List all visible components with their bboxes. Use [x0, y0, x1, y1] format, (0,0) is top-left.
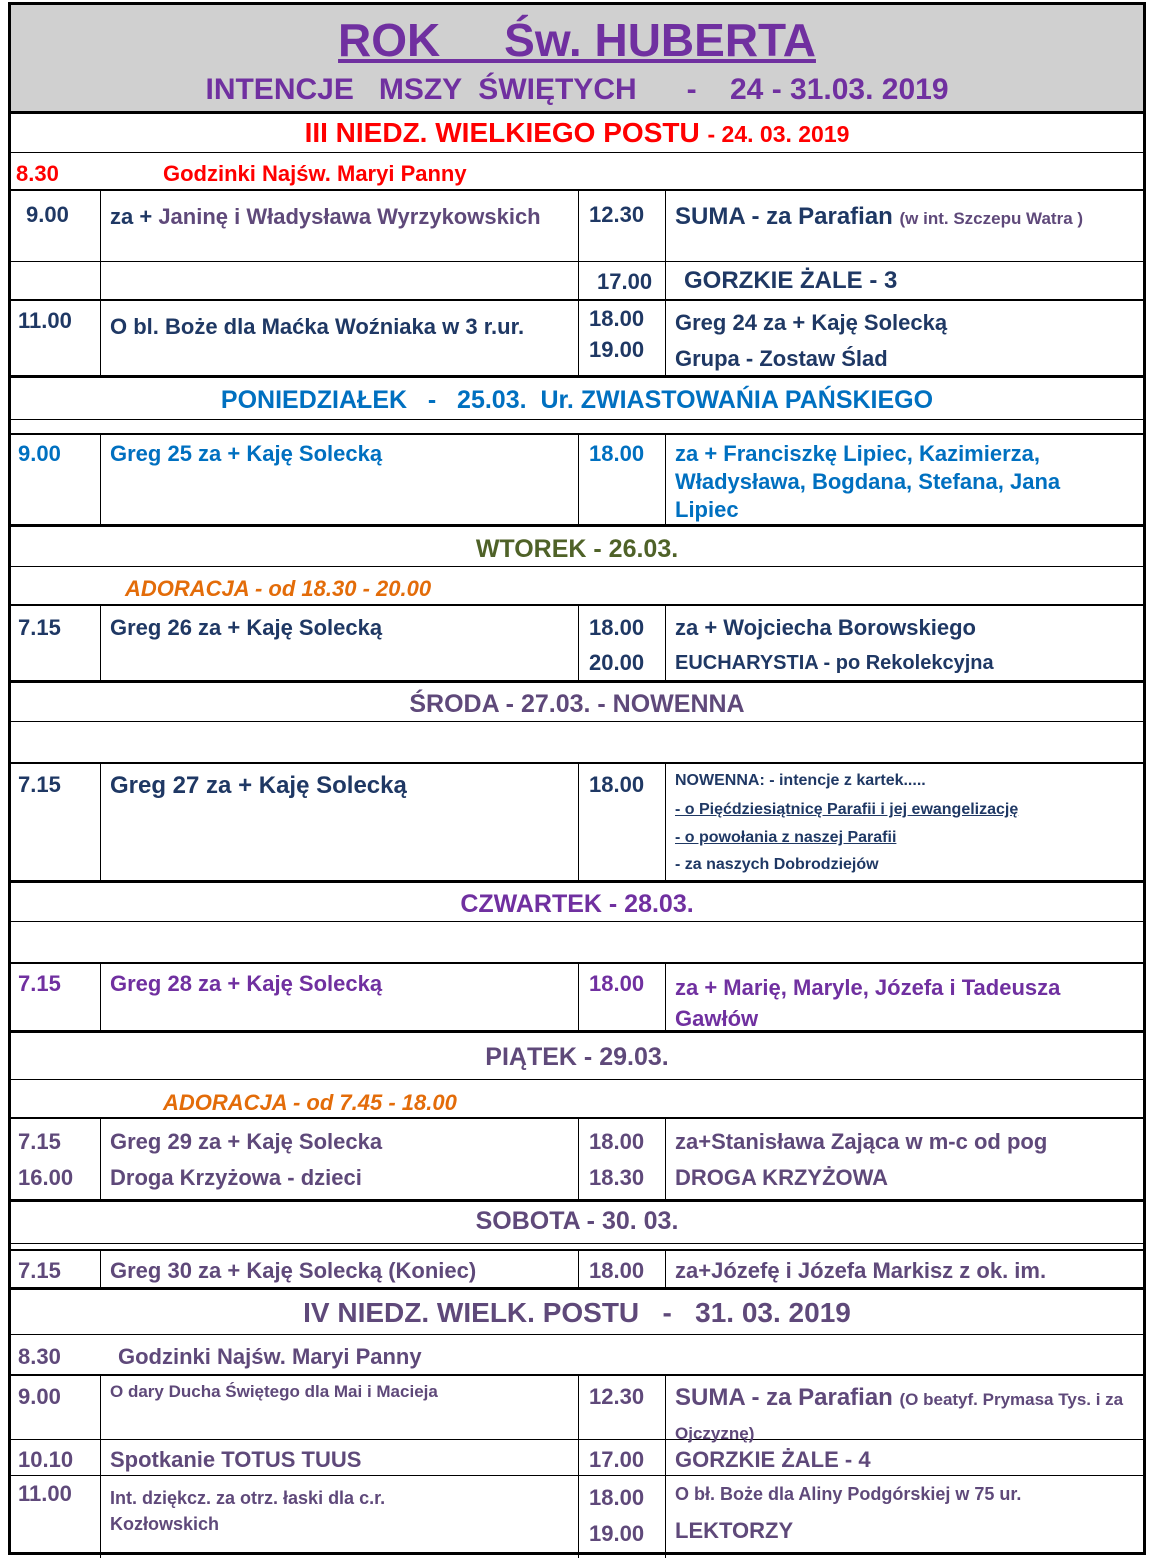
mass-time: 19.00: [589, 1521, 645, 1546]
mass-intention: Grupa - Zostaw Ślad: [675, 346, 888, 371]
novena-line: - o powołania z naszej Parafii: [675, 829, 897, 846]
page-subtitle: INTENCJE MSZY ŚWIĘTYCH - 24 - 31.03. 2019: [205, 73, 949, 106]
page-title: ROK Św. HUBERTA: [338, 14, 816, 66]
mass-time: 12.30: [589, 1384, 645, 1409]
mass-intention: DROGA KRZYŻOWA: [675, 1165, 889, 1190]
mass-time: 7.15: [18, 1129, 61, 1154]
sunday-2-note-time: 8.30: [18, 1344, 61, 1369]
mass-intention: LEKTORZY: [675, 1518, 794, 1543]
novena-line: NOWENNA: - intencje z kartek.....: [675, 772, 926, 789]
mass-time: 17.00: [597, 269, 653, 294]
mass-time: 18.30: [589, 1165, 645, 1190]
mass-time: 18.00: [589, 1485, 645, 1510]
mass-intention: SUMA - za Parafian (O beatyf. Prymasa Tys. i za Ojczyznę): [675, 1384, 1124, 1443]
mass-intention: Spotkanie TOTUS TUUS: [110, 1447, 362, 1472]
mass-time: 17.00: [589, 1447, 645, 1472]
sunday-2-heading: IV NIEDZ. WIELK. POSTU - 31. 03. 2019: [303, 1297, 851, 1328]
mass-intention: GORZKIE ŻALE - 3: [684, 267, 898, 294]
mass-time: 11.00: [18, 1481, 72, 1506]
mass-time: 9.00: [18, 1384, 61, 1409]
mass-time: 12.30: [589, 202, 645, 227]
mass-intention: Int. dziękcz. za otrz. łaski dla c.r. Kozłowskich: [110, 1488, 386, 1534]
mass-time: 20.00: [589, 650, 645, 675]
mass-intention: za + Marię, Maryle, Józefa i Tadeusza Gawłów: [675, 975, 1061, 1031]
mass-time: 18.00: [589, 971, 645, 996]
mass-intention: Greg 26 za + Kaję Solecką: [110, 615, 383, 640]
adoration-note: ADORACJA - od 7.45 - 18.00: [163, 1090, 457, 1115]
mass-intention: za + Wojciecha Borowskiego: [675, 615, 976, 640]
mass-intention: Greg 25 za + Kaję Solecką: [110, 441, 383, 466]
mass-intention: Greg 24 za + Kaję Solecką: [675, 310, 948, 335]
mass-intention: Droga Krzyżowa - dzieci: [110, 1165, 362, 1190]
friday-heading: PIĄTEK - 29.03.: [485, 1043, 669, 1071]
mass-intention: O bł. Boże dla Aliny Podgórskiej w 75 ur.: [675, 1484, 1022, 1504]
wednesday-heading: ŚRODA - 27.03. - NOWENNA: [409, 690, 745, 718]
mass-intention: Greg 28 za + Kaję Solecką: [110, 971, 383, 996]
tuesday-heading: WTOREK - 26.03.: [475, 535, 679, 563]
mass-intention: SUMA - za Parafian (w int. Szczepu Watra ): [675, 203, 1084, 230]
mass-time: 18.00: [589, 1129, 645, 1154]
mass-intention: EUCHARYSTIA - po Rekolekcyjna: [675, 652, 994, 674]
sunday-2-note-text: Godzinki Najśw. Maryi Panny: [118, 1344, 422, 1369]
saturday-heading: SOBOTA - 30. 03.: [475, 1207, 679, 1235]
mass-time: 18.00: [589, 772, 645, 797]
mass-time: 11.00: [18, 308, 72, 333]
novena-line: - za naszych Dobrodziejów: [675, 856, 879, 873]
mass-time: 7.15: [18, 615, 61, 640]
mass-intention: za + Janinę i Władysława Wyrzykowskich: [110, 204, 541, 229]
sunday-1-note-time: 8.30: [16, 161, 59, 186]
mass-time: 18.00: [589, 615, 645, 640]
thursday-heading: CZWARTEK - 28.03.: [460, 890, 694, 918]
mass-intention: O dary Ducha Świętego dla Mai i Macieja: [110, 1382, 438, 1401]
mass-intention: Greg 30 za + Kaję Solecką (Koniec): [110, 1258, 477, 1283]
mass-intention: za+Stanisława Zająca w m-c od pog: [675, 1129, 1048, 1154]
mass-intention: GORZKIE ŻALE - 4: [675, 1447, 871, 1472]
mass-time: 18.00: [589, 306, 645, 331]
mass-time: 18.00: [589, 1258, 645, 1283]
intentions-sheet: [8, 2, 1146, 1555]
mass-time: 18.00: [589, 441, 645, 466]
mass-intention: za+Józefę i Józefa Markisz z ok. im.: [675, 1258, 1047, 1283]
adoration-note: ADORACJA - od 18.30 - 20.00: [125, 576, 432, 601]
mass-intention: Greg 29 za + Kaję Solecka: [110, 1129, 383, 1154]
mass-time: 7.15: [18, 772, 61, 797]
mass-time: 19.00: [589, 337, 645, 362]
sunday-1-heading: III NIEDZ. WIELKIEGO POSTU - 24. 03. 2019: [304, 117, 850, 148]
mass-time: 9.00: [18, 441, 61, 466]
mass-time: 7.15: [18, 971, 61, 996]
mass-time: 9.00: [26, 202, 69, 227]
monday-heading: PONIEDZIAŁEK - 25.03. Ur. ZWIASTOWAŃIA PAŃSKIEGO: [220, 386, 934, 414]
mass-intention: O bl. Boże dla Maćka Woźniaka w 3 r.ur.: [110, 314, 525, 339]
novena-line: - o Pięćdziesiątnicę Parafii i jej ewangelizację: [675, 801, 1019, 818]
mass-intention: Greg 27 za + Kaję Solecką: [110, 772, 407, 799]
mass-intention: za + Franciszkę Lipiec, Kazimierza, Władysława, Bogdana, Stefana, Jana Lipiec: [675, 441, 1061, 522]
mass-time: 16.00: [18, 1165, 74, 1190]
sunday-1-note-text: Godzinki Najśw. Maryi Panny: [163, 161, 467, 186]
mass-time: 7.15: [18, 1258, 61, 1283]
mass-time: 10.10: [18, 1447, 74, 1472]
